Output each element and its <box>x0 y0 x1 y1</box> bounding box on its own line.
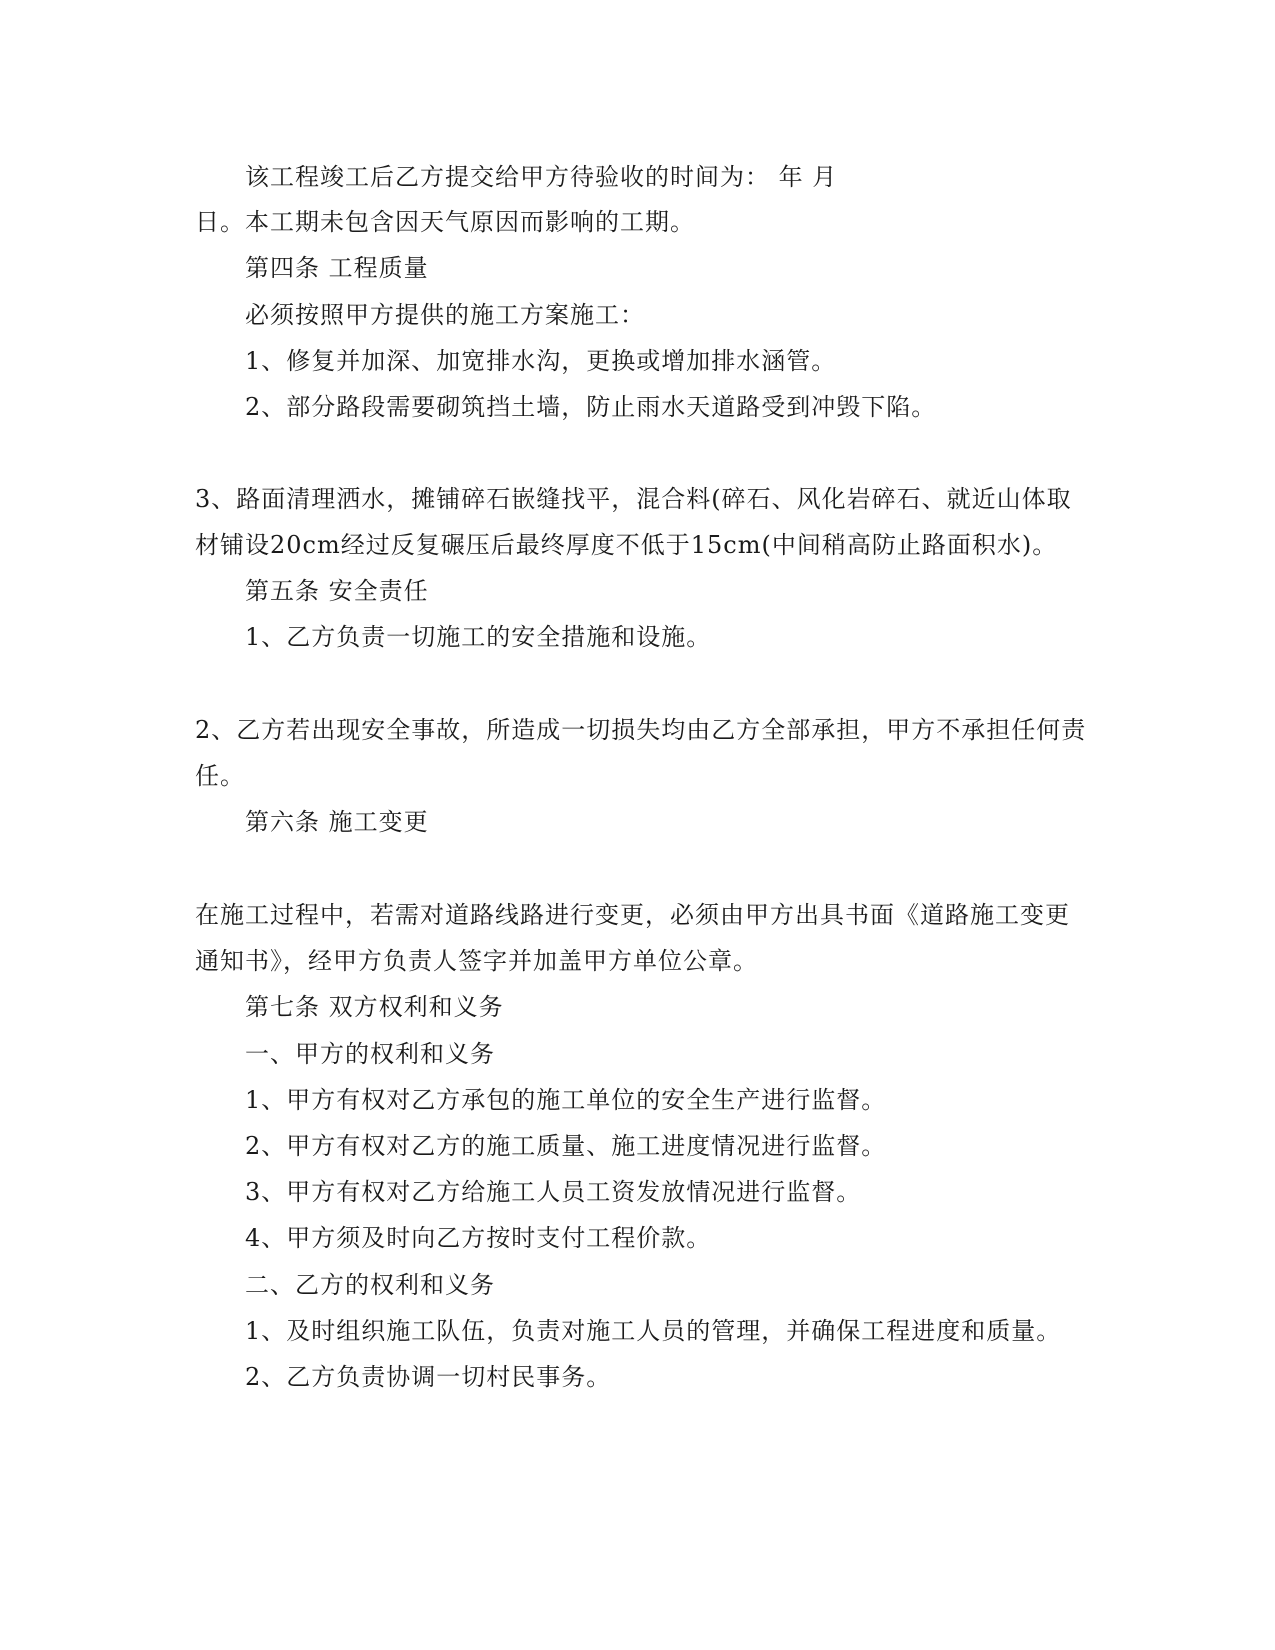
list-item: 4、甲方须及时向乙方按时支付工程价款。 <box>245 1224 712 1252</box>
list-item: 2、乙方若出现安全事故，所造成一切损失均由乙方全部承担，甲方不承担任何责 <box>195 716 1087 744</box>
paragraph-line: 材铺设20cm经过反复碾压后最终厚度不低于15cm(中间稍高防止路面积水)。 <box>195 531 1058 559</box>
list-item: 3、路面清理洒水，摊铺碎石嵌缝找平，混合料(碎石、风化岩碎石、就近山体取 <box>195 485 1072 513</box>
paragraph-line: 必须按照甲方提供的施工方案施工： <box>245 301 645 329</box>
paragraph-line: 任。 <box>195 762 245 790</box>
section-heading: 第七条 双方权利和义务 <box>245 993 504 1021</box>
list-item: 3、甲方有权对乙方给施工人员工资发放情况进行监督。 <box>245 1178 862 1206</box>
paragraph-line: 通知书》，经甲方负责人签字并加盖甲方单位公章。 <box>195 947 758 975</box>
list-item: 2、甲方有权对乙方的施工质量、施工进度情况进行监督。 <box>245 1132 887 1160</box>
paragraph-line: 该工程竣工后乙方提交给甲方待验收的时间为： 年 月 <box>245 163 838 191</box>
list-item: 1、甲方有权对乙方承包的施工单位的安全生产进行监督。 <box>245 1086 887 1114</box>
paragraph-line: 日。本工期未包含因天气原因而影响的工期。 <box>195 208 695 236</box>
list-item: 1、乙方负责一切施工的安全措施和设施。 <box>245 623 712 651</box>
list-item: 1、修复并加深、加宽排水沟，更换或增加排水涵管。 <box>245 347 837 375</box>
list-item: 1、及时组织施工队伍，负责对施工人员的管理，并确保工程进度和质量。 <box>245 1317 1062 1345</box>
section-heading: 第六条 施工变更 <box>245 808 429 836</box>
paragraph-line: 在施工过程中，若需对道路线路进行变更，必须由甲方出具书面《道路施工变更 <box>195 901 1070 929</box>
subsection-heading: 一、甲方的权利和义务 <box>245 1040 495 1068</box>
list-item: 2、部分路段需要砌筑挡土墙，防止雨水天道路受到冲毁下陷。 <box>245 393 937 421</box>
section-heading: 第四条 工程质量 <box>245 254 429 282</box>
list-item: 2、乙方负责协调一切村民事务。 <box>245 1363 612 1391</box>
subsection-heading: 二、乙方的权利和义务 <box>245 1271 495 1299</box>
section-heading: 第五条 安全责任 <box>245 577 429 605</box>
